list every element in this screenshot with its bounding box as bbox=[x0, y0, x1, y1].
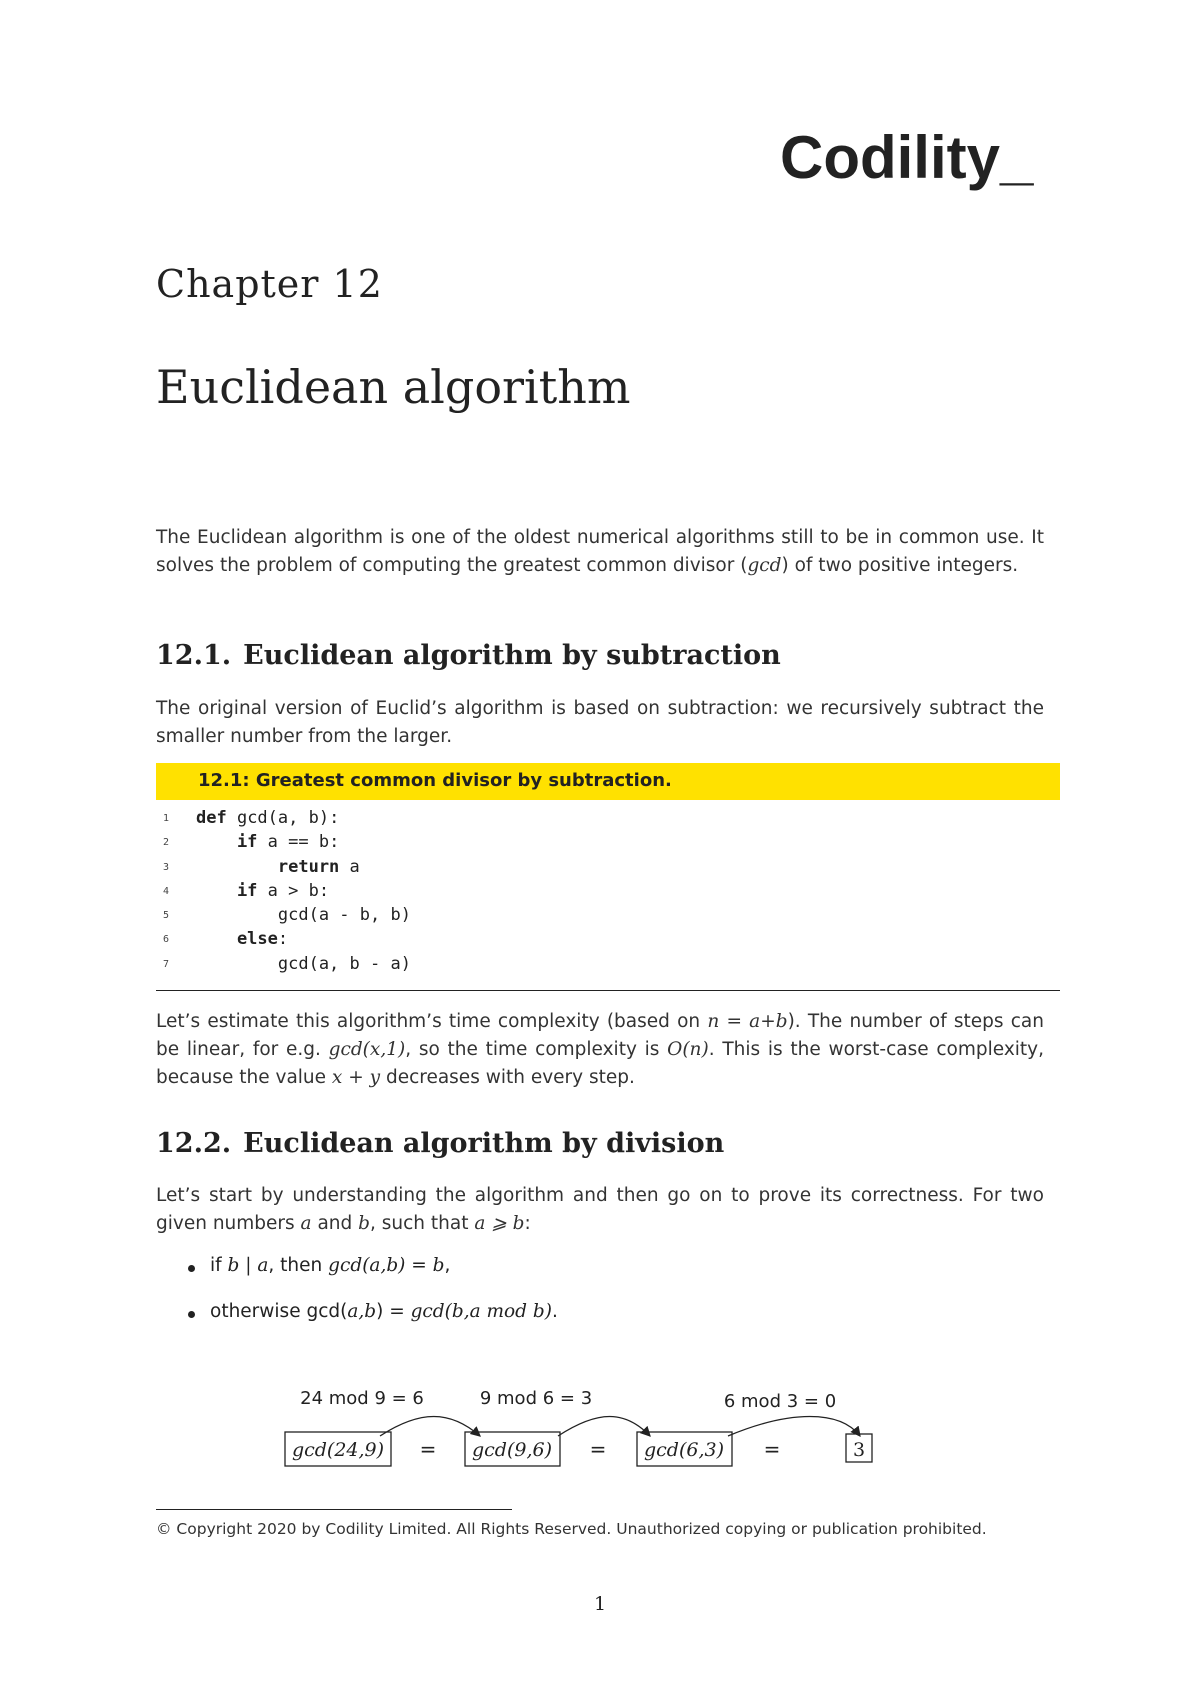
code-line: 3 return a bbox=[162, 856, 360, 877]
bullet-icon bbox=[188, 1311, 195, 1318]
page-number: 1 bbox=[593, 1593, 607, 1615]
section2-paragraph: Let’s start by understanding the algorithm and then go on to prove its correctness. For two given numbers a and b, such that a ⩾ b: bbox=[156, 1185, 1044, 1234]
code-caption: 12.1: Greatest common divisor by subtraction. bbox=[198, 770, 672, 791]
complexity-paragraph: Let’s estimate this algorithm’s time complexity (based on n = a+b). The number of steps can be linear, for e.g. gcd(x,1), so the time complexity is O(n). This is the worst-case complexity, because the value x + y decreases with every step. bbox=[156, 1011, 1044, 1088]
gcd-box-label: gcd(6,3) bbox=[643, 1439, 725, 1461]
result-label: 3 bbox=[852, 1439, 866, 1461]
list-item: otherwise gcd(a,b) = gcd(b,a mod b). bbox=[176, 1301, 558, 1347]
step-label: 9 mod 6 = 3 bbox=[479, 1388, 593, 1409]
gcd-diagram bbox=[280, 1370, 940, 1480]
chapter-title: Euclidean algorithm bbox=[156, 360, 631, 414]
arrow-icon bbox=[728, 1417, 860, 1437]
bullet-icon bbox=[188, 1265, 195, 1272]
code-line: 5 gcd(a - b, b) bbox=[162, 905, 411, 926]
code-line: 6 else: bbox=[162, 929, 289, 950]
copyright-icon: © bbox=[156, 1520, 172, 1538]
gcd-box-label: gcd(24,9) bbox=[291, 1439, 385, 1461]
equals-sign: = bbox=[589, 1437, 607, 1461]
arrow-icon bbox=[558, 1417, 650, 1437]
code-line: 4 if a > b: bbox=[162, 880, 330, 901]
code-line: 1 def gcd(a, b): bbox=[162, 808, 340, 828]
equals-sign: = bbox=[419, 1437, 437, 1461]
code-listing bbox=[156, 808, 1060, 978]
code-line: 7 gcd(a, b - a) bbox=[162, 953, 411, 974]
list-item: if b | a, then gcd(a,b) = b, bbox=[176, 1255, 558, 1301]
section-heading-2: 12.2. Euclidean algorithm by division bbox=[156, 1128, 725, 1159]
section1-paragraph: The original version of Euclid’s algorithm is based on subtraction: we recursively subtract the smaller number from the larger. bbox=[156, 698, 1044, 747]
step-label: 24 mod 9 = 6 bbox=[300, 1388, 424, 1409]
code-line: 2 if a == b: bbox=[162, 832, 340, 853]
gcd-box-label: gcd(9,6) bbox=[471, 1439, 553, 1461]
code-caption-bar bbox=[156, 763, 1060, 800]
footnote-rule bbox=[156, 1509, 512, 1510]
equals-sign: = bbox=[763, 1437, 781, 1461]
intro-paragraph: The Euclidean algorithm is one of the oldest numerical algorithms still to be in common use. It solves the problem of computing the greatest common divisor (gcd) of two positive integers. bbox=[156, 527, 1044, 576]
codility-logo bbox=[780, 120, 1050, 200]
step-label: 6 mod 3 = 0 bbox=[723, 1391, 837, 1412]
section-heading-1: 12.1. Euclidean algorithm by subtraction bbox=[156, 640, 781, 671]
code-divider bbox=[156, 990, 1060, 991]
chapter-label: Chapter 12 bbox=[156, 262, 383, 306]
footnote: © Copyright 2020 by Codility Limited. All Rights Reserved. Unauthorized copying or publication prohibited. bbox=[156, 1520, 987, 1538]
logo-text: Codility_ bbox=[780, 124, 1034, 191]
bullet-list bbox=[176, 1255, 558, 1347]
